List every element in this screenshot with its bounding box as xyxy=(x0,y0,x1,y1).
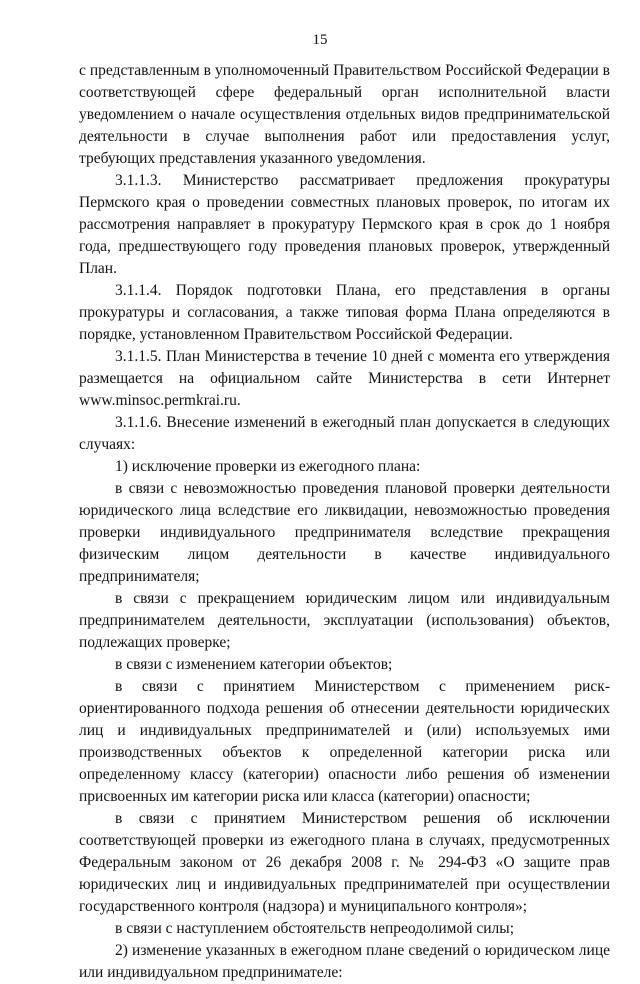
document-body xyxy=(79,60,610,984)
paragraph-3-1-1-3: 3.1.1.3. Министерство рассматривает предложения прокуратуры Пермского края о проведении совместных плановых проверок, по итогам их рассмотрения направляет в прокуратуру Пермского края в срок до 1 ноября года, предшествующего году проведения плановых проверок, утвержденный План. xyxy=(79,172,610,277)
list-subitem-force-majeure: в связи с наступлением обстоятельств непреодолимой силы; xyxy=(115,920,514,937)
paragraph-3-1-1-5: 3.1.1.5. План Министерства в течение 10 дней с момента его утверждения размещается на официальном сайте Министерства в сети Интернет www.minsoc.permkrai.ru. xyxy=(79,348,610,409)
paragraph-3-1-1-6: 3.1.1.6. Внесение изменений в ежегодный план допускается в следующих случаях: xyxy=(79,414,610,453)
list-item-2: 2) изменение указанных в ежегодном плане сведений о юридическом лице или индивидуальном предпринимателе: xyxy=(79,942,610,981)
paragraph-continuation: с представленным в уполномоченный Правительством Российской Федерации в соответствующей сфере федеральный орган исполнительной власти уведомлением о начале осуществления отдельных видов предпринимательской деятельности в случае выполнения работ или предоставления услуг, требующих представления указанного уведомления. xyxy=(79,62,610,167)
list-item-1: 1) исключение проверки из ежегодного плана: xyxy=(115,458,421,475)
list-subitem-termination: в связи с прекращением юридическим лицом или индивидуальным предпринимателем деятельности, эксплуатации (использования) объектов, подлежащих проверке; xyxy=(79,590,610,651)
list-subitem-category-change: в связи с изменением категории объектов; xyxy=(115,656,393,673)
paragraph-3-1-1-4: 3.1.1.4. Порядок подготовки Плана, его представления в органы прокуратуры и согласования, а также типовая форма Плана определяются в порядке, установленном Правительством Российской Федерации. xyxy=(79,282,610,343)
list-subitem-liquidation: в связи с невозможностью проведения плановой проверки деятельности юридического лица вследствие его ликвидации, невозможностью проведения проверки индивидуального предпринимателя вследствие прекращения физическим лицом деятельности в качестве индивидуального предпринимателя; xyxy=(79,480,610,585)
page-number: 15 xyxy=(312,32,328,48)
list-subitem-exclusion-decision: в связи с принятием Министерством решения об исключении соответствующей проверки из ежегодного плана в случаях, предусмотренных Федеральным законом от 26 декабря 2008 г. № 294-ФЗ «О защите прав юридических лиц и индивидуальных предпринимателей при осуществлении государственного контроля (надзора) и муниципального контроля»; xyxy=(79,810,610,915)
list-subitem-risk-approach: в связи с принятием Министерством с применением риск-ориентированного подхода решения об отнесении деятельности юридических лиц и индивидуальных предпринимателей и (или) используемых ими производственных объектов к определенной категории риска или определенному классу (категории) опасности либо решения об изменении присвоенных им категории риска или класса (категории) опасности; xyxy=(79,678,610,805)
